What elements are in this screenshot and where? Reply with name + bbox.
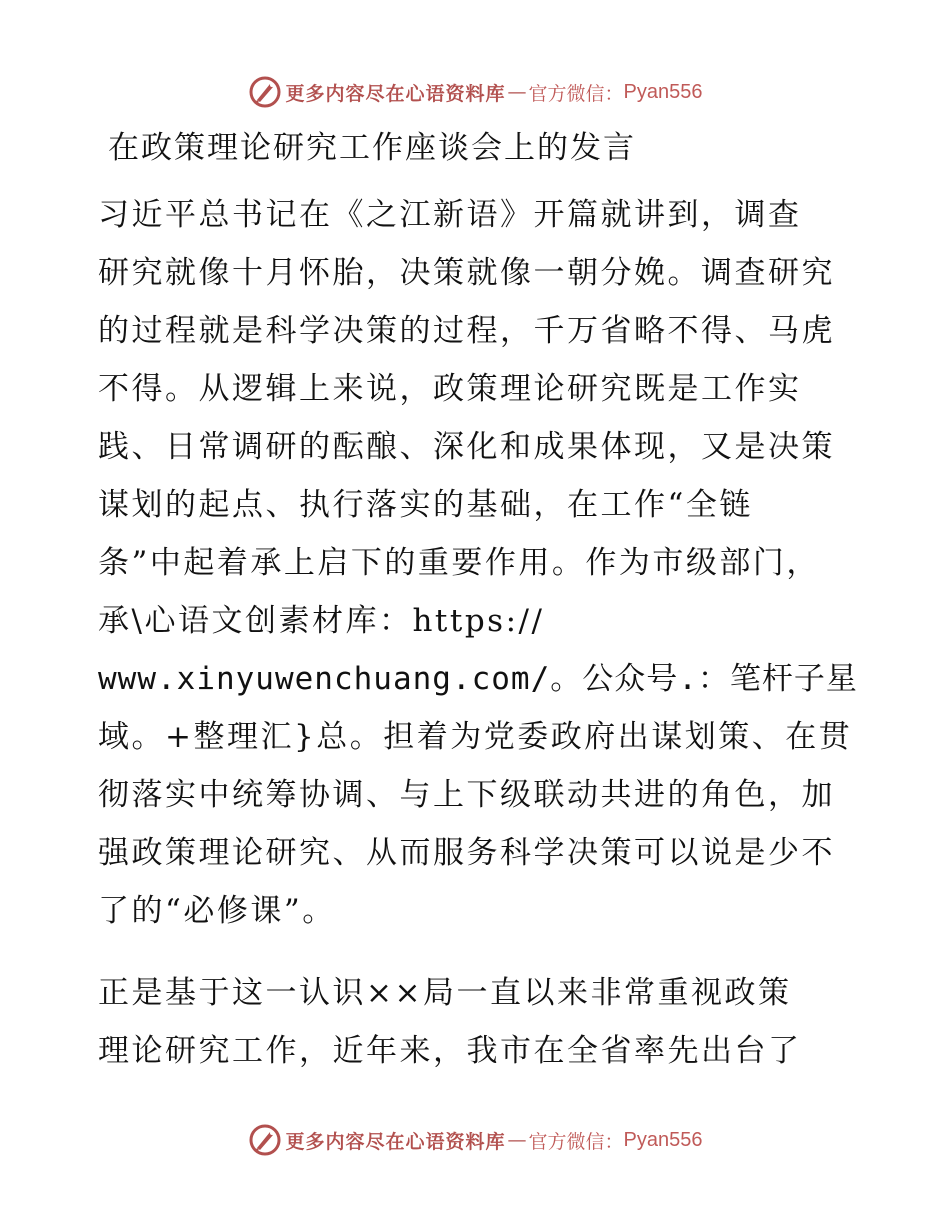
paragraph-line: 的过程就是科学决策的过程，千万省略不得、马虎: [98, 313, 835, 349]
paragraph-line: 理论研究工作，近年来，我市在全省率先出台了: [98, 1033, 802, 1069]
banner-wechat-id: Pyan556: [623, 80, 703, 103]
paragraph-line: 习近平总书记在《之江新语》开篇就讲到，调查: [98, 197, 802, 233]
paragraph-line: 了的“必修课”。: [98, 893, 336, 929]
paragraph-line: 谋划的起点、执行落实的基础，在工作“全链: [98, 487, 753, 523]
paragraph-line: 践、日常调研的酝酿、深化和成果体现，又是决策: [98, 429, 835, 465]
paragraph-line: 承\心语文创素材库：https://: [98, 603, 545, 639]
paragraph-line: 强政策理论研究、从而服务科学决策可以说是少不: [98, 835, 835, 871]
banner-wechat-label: 官方微信：: [528, 82, 624, 105]
banner-wechat-label: 官方微信：: [528, 1130, 624, 1153]
quill-logo-icon: [248, 1123, 282, 1157]
paragraph-line: 域。+整理汇}总。担着为党委政府出谋划策、在贯: [98, 719, 853, 755]
paragraph-line: 研究就像十月怀胎，决策就像一朝分娩。调查研究: [98, 255, 835, 291]
footer-watermark-banner: [0, 1118, 950, 1162]
paragraph-line: www.xinyuwenchuang.com/。公众号.：笔杆子星: [98, 661, 858, 697]
document-title: 在政策理论研究工作座谈会上的发言: [108, 130, 636, 166]
paragraph-line: 条”中起着承上启下的重要作用。作为市级部门，: [98, 545, 820, 581]
paragraph-line: 彻落实中统筹协调、与上下级联动共进的角色，加: [98, 777, 835, 813]
banner-wechat-id: Pyan556: [623, 1128, 703, 1151]
banner-dash: —: [507, 1129, 527, 1151]
paragraph-line: 不得。从逻辑上来说，政策理论研究既是工作实: [98, 371, 802, 407]
paragraph-line: 正是基于这一认识××局一直以来非常重视政策: [98, 975, 792, 1011]
banner-brand-text: 更多内容尽在心语资料库: [285, 1130, 506, 1153]
header-watermark-banner: [0, 70, 950, 114]
quill-logo-icon: [248, 75, 282, 109]
banner-brand-text: 更多内容尽在心语资料库: [285, 82, 506, 105]
banner-dash: —: [507, 81, 527, 103]
